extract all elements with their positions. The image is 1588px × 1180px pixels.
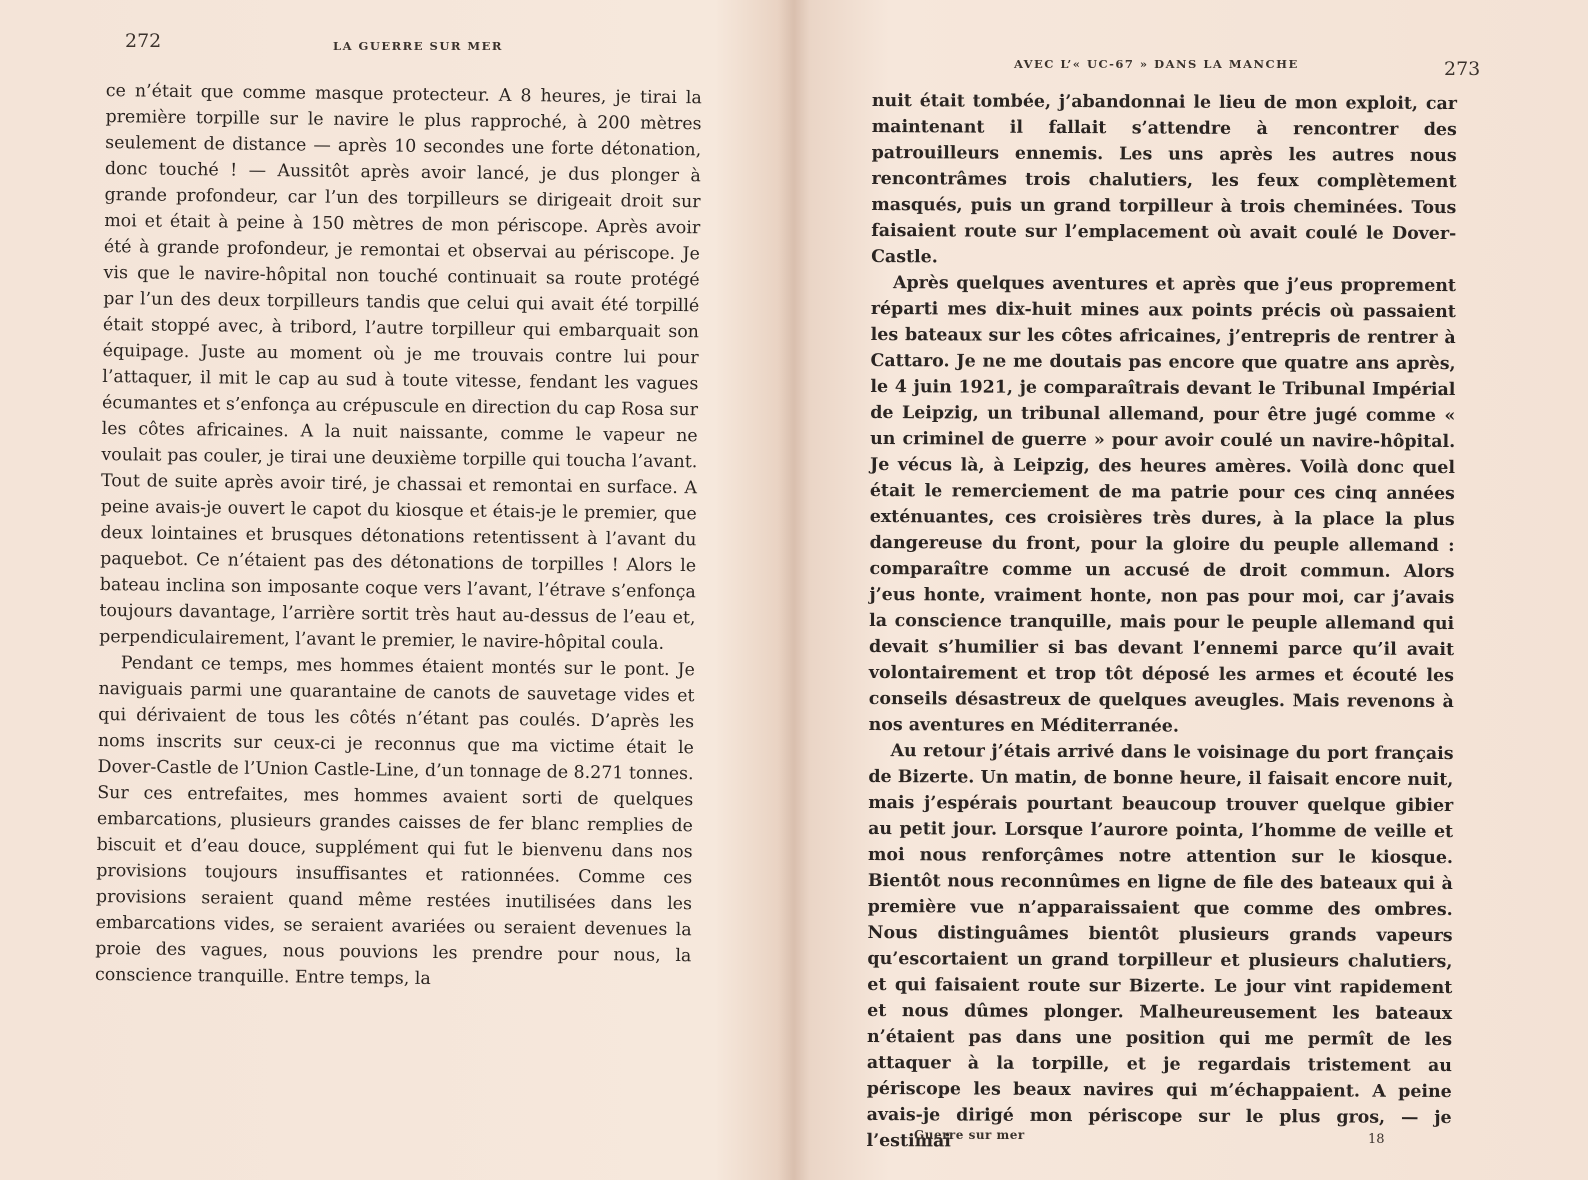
right-page [794, 0, 1588, 1180]
running-head-right: AVEC L’« UC-67 » DANS LA MANCHE [1014, 57, 1299, 71]
signature-mark: 18 [1368, 1132, 1385, 1147]
running-head-left: LA GUERRE SUR MER [333, 39, 503, 53]
body-text-right [866, 88, 1457, 1157]
page-number-right: 273 [1444, 58, 1481, 80]
footer-title: Guerre sur mer [914, 1128, 1025, 1142]
left-page [0, 0, 790, 1180]
paragraph: ce n’était que comme masque protecteur. A 8 heures, je tirai la première torpille sur le navire le plus rapproché, à 200 mètres seulement de distance — après 10 secondes une forte détonation, donc touché ! — Aussitôt après avoir lancé, je dus plonger à grande profondeur, car l’un des torpilleurs se dirigeait droit sur moi et était à peine à 150 mètres de mon périscope. Après avoir été à grande profondeur, je remontai et observai au périscope. Je vis que le navire-hôpital non touché continuait sa route protégé par l’un des deux torpilleurs tandis que celui qui avait été torpillé était stoppé avec, à tribord, l’autre torpilleur qui embarquait son équipage. Juste au moment où je me trouvais contre lui pour l’attaquer, il mit le cap au sud à toute vitesse, fendant les vagues écumantes et s’enfonça au crépuscule en direction du cap Rosa sur les côtes africaines. A la nuit naissante, comme le vapeur ne voulait pas couler, je tirai une deuxième torpille qui toucha l’avant. Tout de suite après avoir tiré, je chassai et remontai en surface. A peine avais-je ouvert le capot du kiosque et étais-je le premier, que deux lointaines et brusques détonations retentissent à l’avant du paquebot. Ce n’étaient pas des détonations de torpilles ! Alors le bateau inclina son imposante coque vers l’avant, l’étrave s’enfonça toujours davantage, l’arrière sortit très haut au-dessus de l’eau et, perpendiculairement, l’avant le premier, le navire-hôpital coula. [99, 80, 702, 654]
paragraph: Pendant ce temps, mes hommes étaient montés sur le pont. Je naviguais parmi une quarantaine de canots de sauvetage vides et qui dérivaient de tous les côtés n’étant pas coulés. D’après les noms inscrits sur ceux-ci je reconnus que ma victime était le Dover-Castle de l’Union Castle-Line, d’un tonnage de 8.271 tonnes. Sur ces entrefaites, mes hommes avaient sorti de quelques embarcations, plusieurs grandes caisses de fer blanc remplies de biscuit et d’eau douce, supplément qui fut le bienvenu dans nos provisions toujours insuffisantes et rationnées. Comme ces provisions seraient quand même restées inutilisées dans les embarcations vides, se seraient avariées ou seraient devenues la proie des vagues, nous pouvions les prendre pour nous, la conscience tranquille. Entre temps, la [94, 653, 695, 990]
page-number-left: 272 [125, 30, 162, 52]
paragraph: Au retour j’étais arrivé dans le voisinage du port français de Bizerte. Un matin, de bonne heure, il faisait encore nuit, mais j’espérais pourtant beaucoup trouver quelque gibier au petit jour. Lorsque l’aurore pointa, l’homme de veille et moi nous renforçâmes notre attention sur le kiosque. Bientôt nous reconnûmes en ligne de file des bateaux qui à première vue n’apparaissaient que comme des ombres. Nous distinguâmes bientôt plusieurs grands vapeurs qu’escortaient un grand torpilleur et plusieurs chalutiers, et qui faisaient route sur Bizerte. Le jour vint rapidement et nous dûmes plonger. Malheureusement les bateaux n’étaient pas dans une position qui me permît de les attaquer à la torpille, et je regardais tristement au périscope les beaux navires qui m’échappaient. A peine avais-je dirigé mon périscope sur le plus gros, — je l’estimai [866, 741, 1454, 1152]
paragraph: nuit était tombée, j’abandonnai le lieu de mon exploit, car maintenant il fallait s’attendre à rencontrer des patrouilleurs ennemis. Les uns après les autres nous rencontrâmes trois chalutiers, les feux complètement masqués, puis un grand torpilleur à trois cheminées. Tous faisaient route sur l’emplacement où avait coulé le Dover-Castle. [871, 90, 1457, 268]
body-text-left [95, 78, 702, 995]
paragraph: Après quelques aventures et après que j’eus proprement réparti mes dix-huit mines aux points précis où passaient les bateaux sur les côtes africaines, j’entrepris de rentrer à Cattaro. Je ne me doutais pas encore que quatre ans après, le 4 juin 1921, je comparaîtrais devant le Tribunal Impérial de Leipzig, un tribunal allemand, pour être jugé comme « un criminel de guerre » pour avoir coulé un navire-hôpital. Je vécus là, à Leipzig, des heures amères. Voilà donc quel était le remerciement de ma patrie pour ces cinq années exténuantes, ces croisières très dures, à la place la plus dangereuse du front, pour la gloire du peuple allemand : comparaître comme un accusé de droit commun. Alors j’eus honte, vraiment honte, non pas pour moi, car j’avais la conscience tranquille, mais pour le peuple allemand qui devait s’humilier si bas devant l’ennemi parce qu’il avait volontairement et trop tôt déposé les armes et écouté les conseils désastreux de quelques aveugles. Mais revenons à nos aventures en Méditerranée. [868, 273, 1457, 737]
